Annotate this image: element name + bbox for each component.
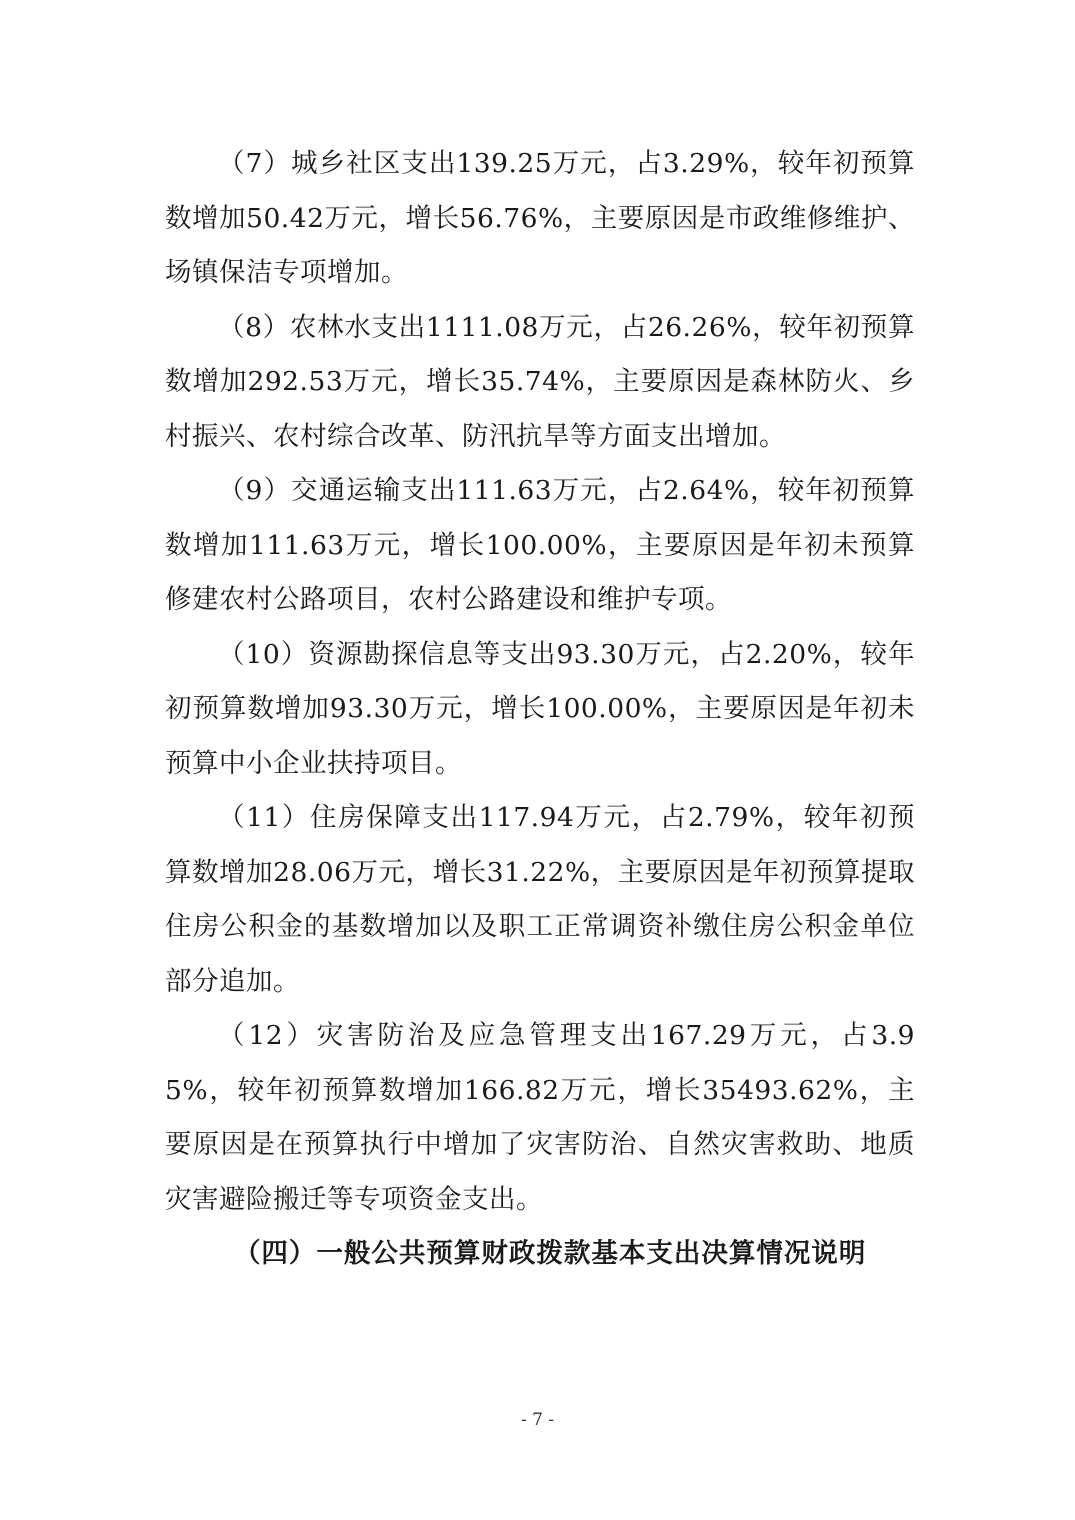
section-heading: （四）一般公共预算财政拨款基本支出决算情况说明 <box>233 1238 867 1269</box>
document-body <box>165 137 915 1282</box>
page-number: - 7 - <box>520 1410 555 1430</box>
paragraph-transportation: （9）交通运输支出111.63万元，占2.64%，较年初预算数增加111.63万元，增长100.00%，主要原因是年初未预算修建农村公路项目，农村公路建设和维护专项。 <box>165 475 915 615</box>
paragraph-urban-rural-community: （7）城乡社区支出139.25万元，占3.29%，较年初预算数增加50.42万元，增长56.76%，主要原因是市政维修维护、场镇保洁专项增加。 <box>165 148 915 288</box>
paragraph-disaster-prevention: （12）灾害防治及应急管理支出167.29万元，占3.95%，较年初预算数增加166.82万元，增长35493.62%，主要原因是在预算执行中增加了灾害防治、自然灾害救助、地质灾害避险搬迁等专项资金支出。 <box>165 1020 915 1215</box>
paragraph-housing-security: （11）住房保障支出117.94万元，占2.79%，较年初预算数增加28.06万元，增长31.22%，主要原因是年初预算提取住房公积金的基数增加以及职工正常调资补缴住房公积金单位部分追加。 <box>165 802 915 997</box>
paragraph-resource-exploration: （10）资源勘探信息等支出93.30万元，占2.20%，较年初预算数增加93.30万元，增长100.00%，主要原因是年初未预算中小企业扶持项目。 <box>165 638 915 779</box>
paragraph-agriculture-forestry-water: （8）农林水支出1111.08万元，占26.26%，较年初预算数增加292.53万元，增长35.74%，主要原因是森林防火、乡村振兴、农村综合改革、防汛抗旱等方面支出增加。 <box>165 311 915 452</box>
